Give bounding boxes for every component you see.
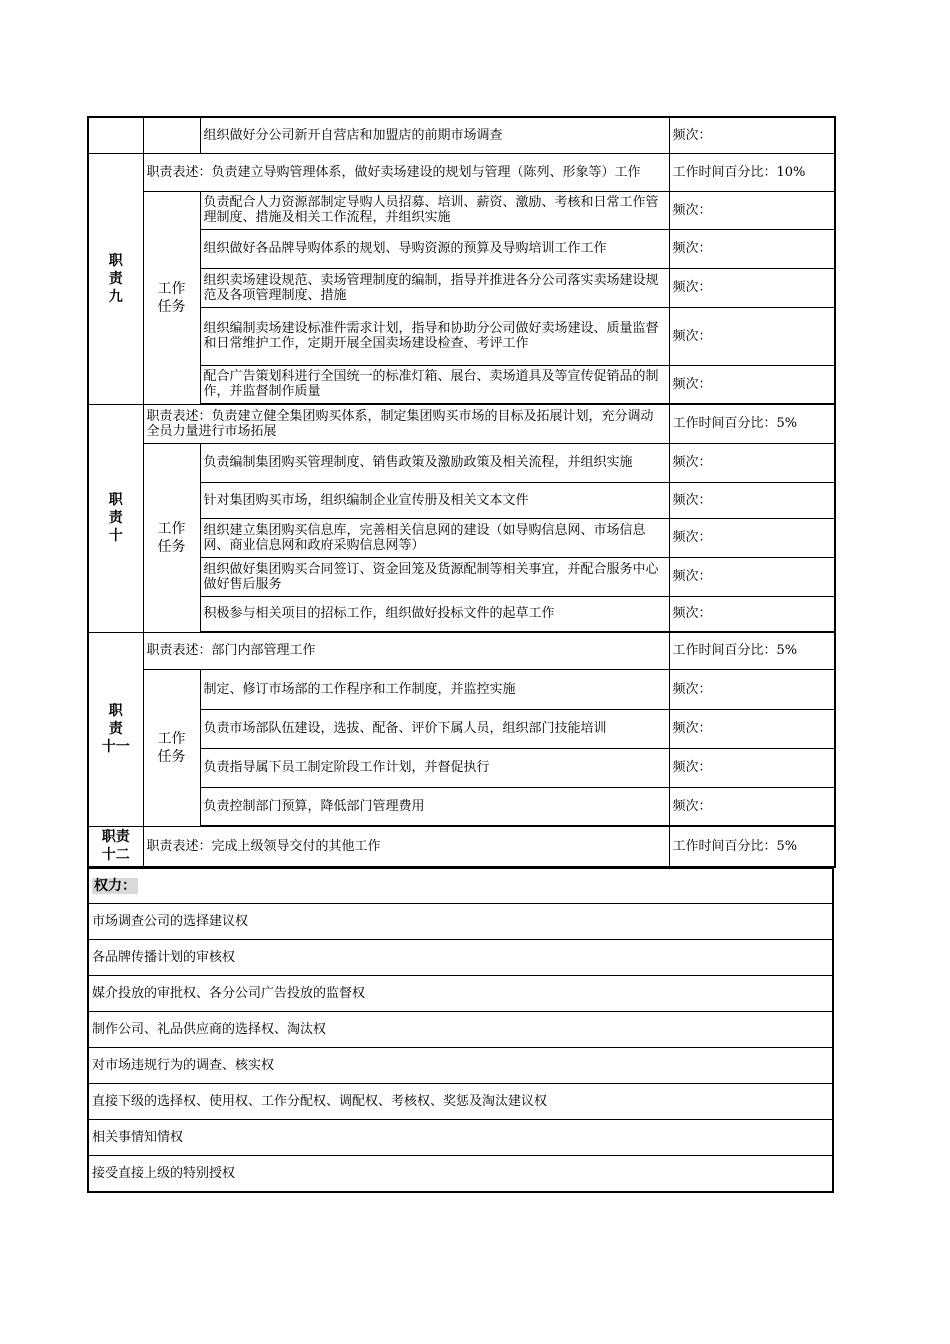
rights-item: 市场调查公司的选择建议权 <box>88 904 833 940</box>
task-frequency: 频次： <box>669 709 835 748</box>
task-text: 负责指导属下员工制定阶段工作计划，并督促执行 <box>200 748 669 787</box>
task-frequency: 频次： <box>669 787 835 826</box>
task-text: 负责市场部队伍建设，选拔、配备、评价下属人员，组织部门技能培训 <box>200 709 669 748</box>
task-row <box>88 365 835 404</box>
duty-cell-empty <box>88 117 143 153</box>
task-text: 组织卖场建设规范、卖场管理制度的编制，指导并推进各分公司落实卖场建设规范及各项管理制度、措施 <box>200 268 669 307</box>
rights-item: 相关事情知情权 <box>88 1120 833 1156</box>
task-row <box>88 307 835 365</box>
task-text: 组织做好分公司新开自营店和加盟店的前期市场调查 <box>200 117 669 153</box>
task-text: 负责配合人力资源部制定导购人员招募、培训、薪资、激励、考核和日常工作管理制度、措施及相关工作流程，并组织实施 <box>200 191 669 229</box>
task-text: 负责控制部门预算，降低部门管理费用 <box>200 787 669 826</box>
rights-item: 媒介投放的审批权、各分公司广告投放的监督权 <box>88 976 833 1012</box>
task-frequency: 频次： <box>669 191 835 229</box>
duty-statement: 职责表述：负责建立健全集团购买体系，制定集团购买市场的目标及拓展计划，充分调动全员力量进行市场拓展 <box>143 404 669 443</box>
task-frequency: 频次： <box>669 117 835 153</box>
rights-item: 制作公司、礼品供应商的选择权、淘汰权 <box>88 1012 833 1048</box>
duty-statement-row <box>88 153 835 191</box>
duty-statement-row <box>88 826 835 867</box>
task-label: 工作 任务 <box>143 191 200 404</box>
rights-heading: 权力： <box>88 869 833 904</box>
task-label: 工作 任务 <box>143 443 200 632</box>
task-row <box>88 518 835 557</box>
task-row <box>88 229 835 268</box>
duty-statement-row <box>88 404 835 443</box>
task-text: 配合广告策划科进行全国统一的标准灯箱、展台、卖场道具及等宣传促销品的制作，并监督制作质量 <box>200 365 669 404</box>
task-frequency: 频次： <box>669 268 835 307</box>
task-row <box>88 669 835 709</box>
task-frequency: 频次： <box>669 482 835 518</box>
task-text: 组织编制卖场建设标准件需求计划，指导和协助分公司做好卖场建设、质量监督和日常维护工作，定期开展全国卖场建设检查、考评工作 <box>200 307 669 365</box>
duty-statement: 职责表述：负责建立导购管理体系，做好卖场建设的规划与管理（陈列、形象等）工作 <box>143 153 669 191</box>
task-row <box>88 268 835 307</box>
task-frequency: 频次： <box>669 307 835 365</box>
duty-statement-row <box>88 632 835 669</box>
work-time-percentage: 工作时间百分比：10% <box>669 153 835 191</box>
task-row <box>88 482 835 518</box>
duty-statement: 职责表述：完成上级领导交付的其他工作 <box>143 826 669 867</box>
task-row <box>88 443 835 482</box>
rights-table <box>87 868 834 1193</box>
task-row <box>88 787 835 826</box>
task-row <box>88 557 835 596</box>
task-frequency: 频次： <box>669 365 835 404</box>
task-row <box>88 596 835 632</box>
work-time-percentage: 工作时间百分比：5% <box>669 404 835 443</box>
task-row <box>88 117 835 153</box>
rights-item: 接受直接上级的特别授权 <box>88 1156 833 1193</box>
rights-heading-row <box>88 869 833 904</box>
task-frequency: 频次： <box>669 557 835 596</box>
duties-table <box>87 116 836 868</box>
task-label-cell-empty <box>143 117 200 153</box>
task-row <box>88 748 835 787</box>
task-frequency: 频次： <box>669 518 835 557</box>
task-text: 组织建立集团购买信息库，完善相关信息网的建设（如导购信息网、市场信息网、商业信息网和政府采购信息网等） <box>200 518 669 557</box>
task-text: 积极参与相关项目的招标工作，组织做好投标文件的起草工作 <box>200 596 669 632</box>
task-text: 负责编制集团购买管理制度、销售政策及激励政策及相关流程，并组织实施 <box>200 443 669 482</box>
job-description-document <box>87 116 834 1193</box>
rights-item: 各品牌传播计划的审核权 <box>88 940 833 976</box>
task-frequency: 频次： <box>669 596 835 632</box>
task-row <box>88 191 835 229</box>
work-time-percentage: 工作时间百分比：5% <box>669 632 835 669</box>
task-frequency: 频次： <box>669 748 835 787</box>
task-text: 组织做好各品牌导购体系的规划、导购资源的预算及导购培训工作工作 <box>200 229 669 268</box>
duty-statement: 职责表述：部门内部管理工作 <box>143 632 669 669</box>
task-label: 工作 任务 <box>143 669 200 826</box>
task-frequency: 频次： <box>669 669 835 709</box>
task-frequency: 频次： <box>669 229 835 268</box>
task-text: 针对集团购买市场，组织编制企业宣传册及相关文本文件 <box>200 482 669 518</box>
task-text: 组织做好集团购买合同签订、资金回笼及货源配制等相关事宜，并配合服务中心做好售后服务 <box>200 557 669 596</box>
work-time-percentage: 工作时间百分比：5% <box>669 826 835 867</box>
task-text: 制定、修订市场部的工作程序和工作制度，并监控实施 <box>200 669 669 709</box>
task-row <box>88 709 835 748</box>
duty-label-10: 职 责 十 <box>88 404 143 632</box>
task-frequency: 频次： <box>669 443 835 482</box>
duty-label-9: 职 责 九 <box>88 153 143 404</box>
duty-label-12: 职责 十二 <box>88 826 143 867</box>
duty-label-11: 职 责 十一 <box>88 632 143 826</box>
rights-item: 直接下级的选择权、使用权、工作分配权、调配权、考核权、奖惩及淘汰建议权 <box>88 1084 833 1120</box>
rights-item: 对市场违规行为的调查、核实权 <box>88 1048 833 1084</box>
